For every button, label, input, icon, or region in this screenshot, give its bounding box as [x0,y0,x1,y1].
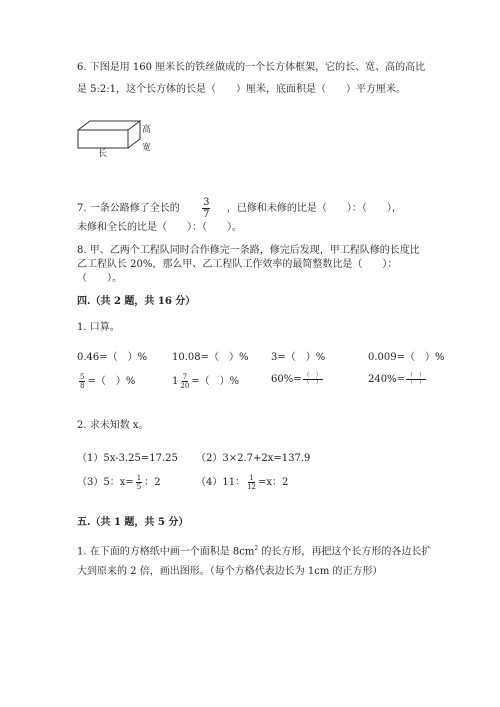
calc-r2-c2-fraction [180,373,189,390]
calc-r2-c3-prefix: 60%= [271,374,302,385]
eq3-suffix: ：2 [144,477,161,488]
calc-r1-c2: 10.08=（ ）% [172,352,249,363]
paren-fraction [303,373,323,386]
calc-r1-c4: 0.009=（ ）% [368,352,445,363]
mixed-whole: 1 [172,376,179,387]
section5-line1-b: 的长方形，再把这个长方形的各边长扩 [258,546,432,558]
q7-line1 [77,197,402,220]
q7-line2: 未修和全长的比是（ ）：（ ）。 [77,222,242,233]
frac-num: （ ） [303,372,322,379]
q7-suffix: ，已修和未修的比是（ ）：（ ）， [226,203,402,214]
calc-r2-c2-suffix: =（ ）% [191,376,240,387]
frac-num: （ ） [406,372,425,379]
frac-num: 1 [249,474,254,482]
calc-r2-c1-suffix: =（ ）% [87,376,136,387]
superscript-2: 2 [254,545,259,552]
section4-q1-title: 1. 口算。 [77,322,120,333]
calc-r2-c1-fraction [79,373,85,390]
eq4-suffix: =x：2 [258,477,289,488]
frac-num: 7 [182,373,188,381]
frac-num: 5 [80,373,85,381]
q7-frac-den: 7 [203,209,210,220]
calc-r1-c3: 3=（ ）% [271,352,326,363]
equation-3 [77,474,161,491]
frac-den: 5 [136,483,142,491]
frac-den: 20 [180,382,190,390]
section5-line2: 大到原来的 2 倍，画出图形。（每个方格代表边长为 1cm 的正方形） [77,566,383,577]
q7-fraction [202,197,210,220]
frac-den: 12 [247,483,257,491]
q7-prefix: 7. 一条公路修了全长的 [77,203,180,214]
calc-r2-c4 [368,373,427,386]
q6-line1: 6. 下图是用 160 厘米长的铁丝做成的一个长方体框架，它的长、宽、高的高比 [77,62,426,73]
equation-1: （1）5x-3.25=17.25 [77,453,178,464]
section5-title: 五.（共 1 题，共 5 分） [77,517,189,528]
calc-r2-c1 [77,373,135,390]
q6-line2: 是 5:2:1，这个长方体的长是（ ）厘米，底面积是（ ）平方厘米。 [77,84,407,95]
calc-r1-c1: 0.46=（ ）% [77,352,148,363]
section5-line1-a: 1. 在下面的方格纸中画一个面积是 8cm [77,546,255,558]
eq3-fraction [136,474,142,491]
eq3-prefix: （3）5：x= [77,477,134,488]
calc-r2-c2 [172,373,239,390]
q8-line1: 8. 甲、乙两个工程队同时合作修完一条路，修完后发现，甲工程队修的长度比 [77,245,420,256]
q7-frac-num: 3 [203,197,210,208]
q8-line2: 乙工程队长 20%，那么甲、乙工程队工作效率的最简整数比是（ ）： [77,259,398,270]
calc-r2-c3 [271,373,324,386]
section5-line1 [77,543,431,558]
eq4-fraction [247,474,256,491]
calc-r2-c4-prefix: 240%= [368,374,405,385]
frac-num: 1 [136,474,142,482]
frac-den: （ ） [406,379,425,386]
paren-fraction [406,373,426,386]
section4-title: 四.（共 2 题，共 16 分） [77,296,196,307]
eq4-prefix: （4）11： [196,477,246,488]
frac-den: （ ） [303,379,322,386]
label-length: 长 [98,149,108,159]
label-height: 高 [142,125,152,135]
section4-q2-title: 2. 求未知数 x。 [77,420,149,431]
frac-den: 8 [80,382,85,390]
equation-4 [196,474,288,491]
label-width: 宽 [142,143,152,153]
q8-line3: （ ）。 [77,273,122,284]
equation-2: （2）3×2.7+2x=137.9 [196,453,311,464]
